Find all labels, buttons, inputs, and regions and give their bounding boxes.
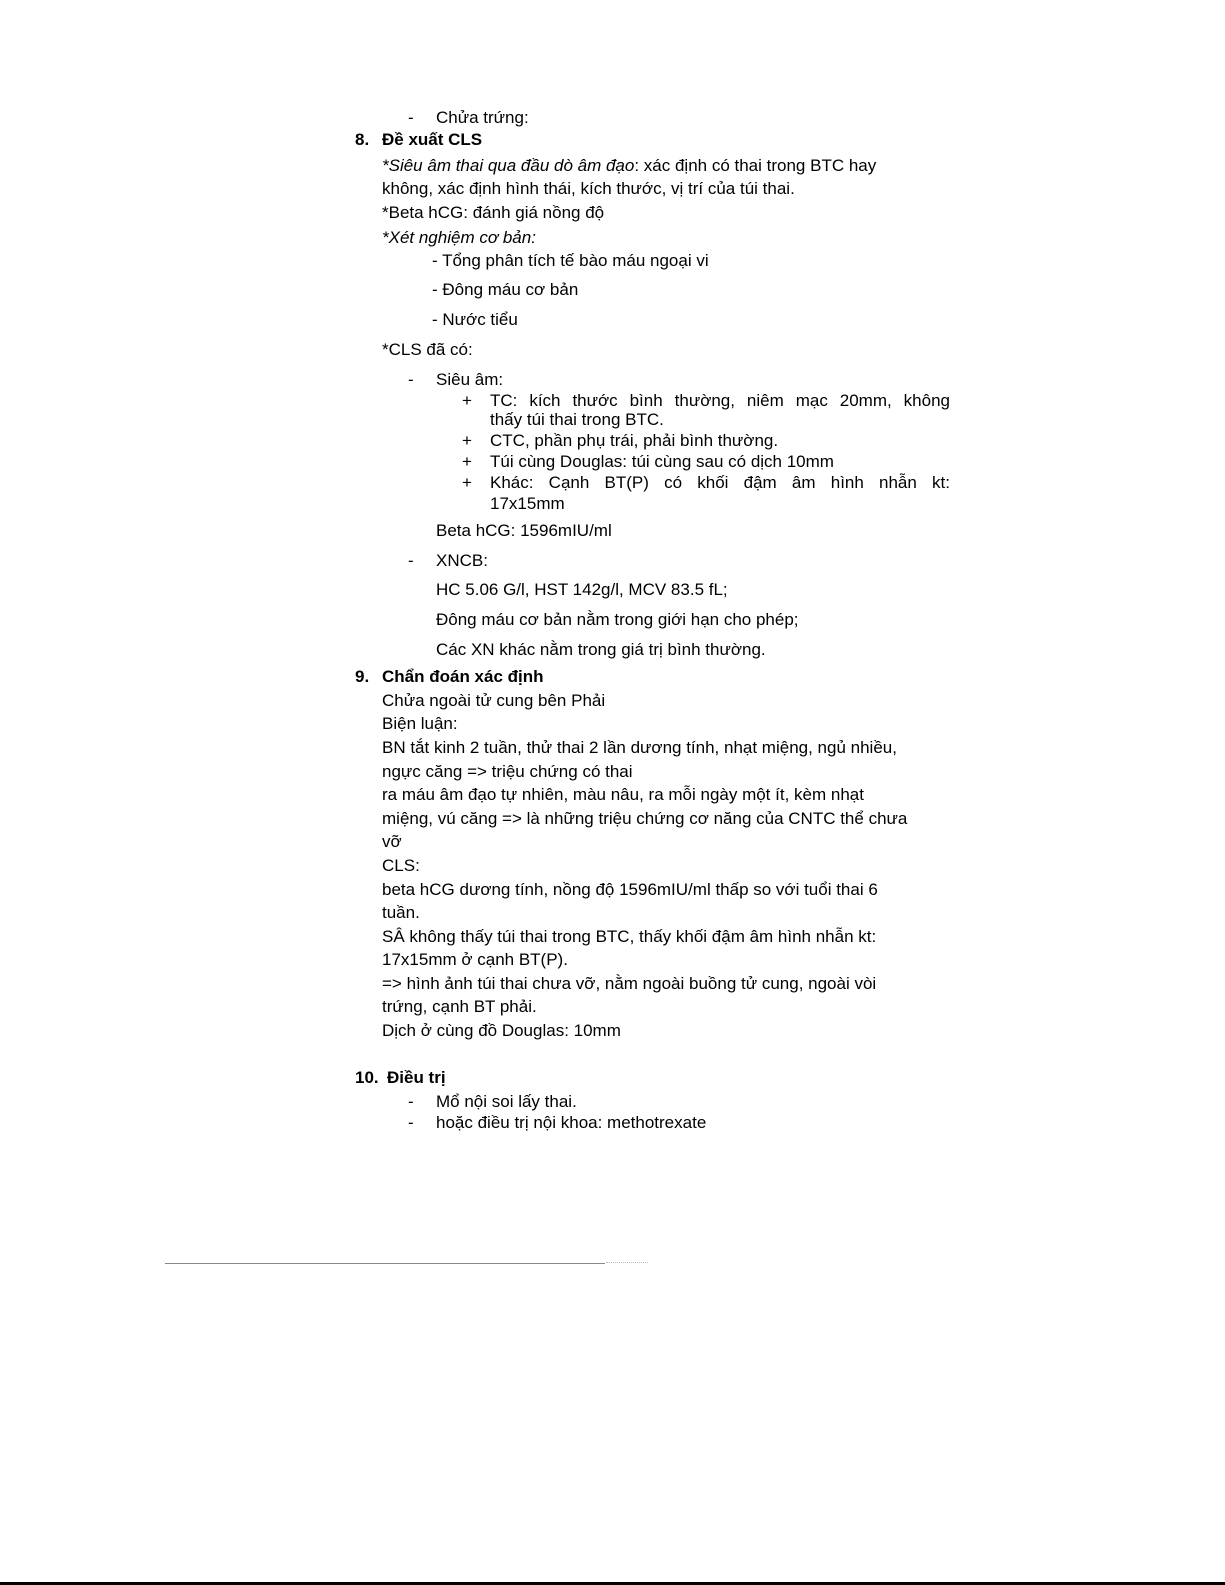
footnote-separator-dots [606, 1262, 648, 1263]
diagnosis-line: miệng, vú căng => là những triệu chứng cơ năng của CNTC thể chưa [382, 809, 908, 828]
diagnosis-line: SÂ không thấy túi thai trong BTC, thấy khối đậm âm hình nhẫn kt: [382, 927, 877, 946]
done-tests-label: *CLS đã có: [382, 340, 473, 359]
section-10-number: 10. [355, 1068, 379, 1087]
section-8-title: Đề xuất CLS [382, 130, 483, 149]
footnote-separator [165, 1263, 605, 1264]
diagnosis-line: tuần. [382, 903, 420, 922]
xncb-line: Các XN khác nằm trong giá trị bình thường. [436, 640, 766, 659]
bullet-dash: - [408, 551, 414, 570]
diagnosis-line: 17x15mm ở cạnh BT(P). [382, 950, 568, 969]
section-10-title: Điều trị [387, 1068, 446, 1087]
ultrasound-finding: Túi cùng Douglas: túi cùng sau có dịch 10mm [490, 452, 834, 471]
section-9-title: Chẩn đoán xác định [382, 667, 544, 686]
diagnosis-line: ngực căng => triệu chứng có thai [382, 762, 633, 781]
ultrasound-finding: Khác: Cạnh BT(P) có khối đậm âm hình nhẫn kt: [490, 473, 950, 492]
section-8-number: 8. [355, 130, 370, 149]
diagnosis-line: trứng, cạnh BT phải. [382, 997, 537, 1016]
bullet-dash: - [408, 370, 414, 389]
ultrasound-desc-line2: không, xác định hình thái, kích thước, vị trí của túi thai. [382, 179, 795, 198]
prev-item: Chửa trứng: [436, 108, 529, 127]
treatment-item: Mổ nội soi lấy thai. [436, 1092, 577, 1111]
bullet-dash: - [408, 1092, 414, 1111]
basic-test-item: - Đông máu cơ bản [432, 280, 579, 299]
ultrasound-finding: CTC, phần phụ trái, phải bình thường. [490, 431, 779, 450]
ultrasound-label: *Siêu âm thai qua đầu dò âm đạo [382, 156, 635, 175]
diagnosis-line: CLS: [382, 856, 420, 875]
diagnosis-line: BN tắt kinh 2 tuần, thử thai 2 lần dương tính, nhạt miệng, ngủ nhiều, [382, 738, 897, 757]
diagnosis-line: Dịch ở cùng đồ Douglas: 10mm [382, 1021, 621, 1040]
bullet-plus: + [462, 391, 472, 410]
bullet-dash: - [408, 108, 414, 127]
beta-hcg-result: Beta hCG: 1596mIU/ml [436, 521, 612, 540]
bullet-plus: + [462, 473, 472, 492]
ultrasound-finding-cont: 17x15mm [490, 494, 565, 513]
bullet-dash: - [408, 1113, 414, 1132]
diagnosis-line: => hình ảnh túi thai chưa vỡ, nằm ngoài buồng tử cung, ngoài vòi [382, 974, 877, 993]
ultrasound-desc: : xác định có thai trong BTC hay [634, 156, 877, 175]
ultrasound-finding-cont: thấy túi thai trong BTC. [490, 410, 664, 429]
basic-test-item: - Tổng phân tích tế bào máu ngoại vi [432, 251, 709, 270]
ultrasound-proposal [382, 156, 876, 176]
basic-test-item: - Nước tiểu [432, 310, 518, 329]
diagnosis-line: beta hCG dương tính, nồng độ 1596mIU/ml thấp so với tuổi thai 6 [382, 880, 878, 899]
bullet-plus: + [462, 431, 472, 450]
ultrasound-finding: TC: kích thước bình thường, niêm mạc 20mm, không [490, 391, 950, 410]
xncb-line: Đông máu cơ bản nằm trong giới hạn cho phép; [436, 610, 799, 629]
diagnosis-line: Biện luận: [382, 714, 458, 733]
treatment-item: hoặc điều trị nội khoa: methotrexate [436, 1113, 707, 1132]
xncb-label: XNCB: [436, 551, 488, 570]
xncb-line: HC 5.06 G/l, HST 142g/l, MCV 83.5 fL; [436, 580, 728, 599]
diagnosis-line: Chửa ngoài tử cung bên Phải [382, 691, 606, 710]
diagnosis-line: vỡ [382, 832, 402, 851]
diagnosis-line: ra máu âm đạo tự nhiên, màu nâu, ra mỗi ngày một ít, kèm nhạt [382, 785, 864, 804]
section-9-number: 9. [355, 667, 370, 686]
ultrasound-done-label: Siêu âm: [436, 370, 504, 389]
bullet-plus: + [462, 452, 472, 471]
basic-tests-label: *Xét nghiệm cơ bản: [382, 228, 536, 247]
beta-hcg-proposal: *Beta hCG: đánh giá nồng độ [382, 203, 605, 222]
